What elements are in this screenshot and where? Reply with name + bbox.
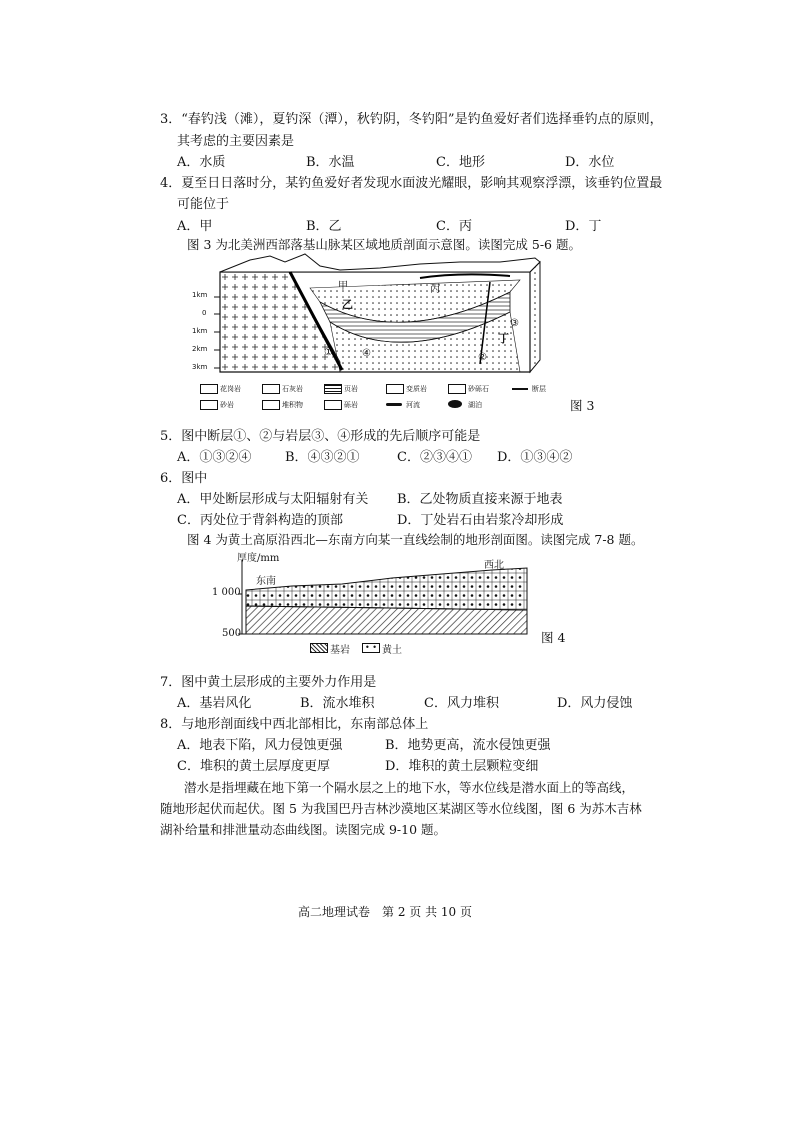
legend-gravel: 砂砾石 [468,385,489,393]
q3-option-c: C．地形 [436,155,485,170]
q6-option-d: D．丁处岩石由岩浆冷却形成 [397,513,564,528]
q6-option-c: C．丙处位于背斜构造的顶部 [177,513,343,528]
figure3-marker-2: ② [478,352,487,363]
q4-stem-line2: 可能位于 [177,197,230,212]
legend-lake-swatch [448,400,462,408]
legend-granite: 花岗岩 [220,385,241,393]
q3-option-b: B．水温 [306,155,355,170]
page-footer: 高二地理试卷 第 2 页 共 10 页 [298,905,472,919]
figure3-marker-1: ① [324,347,333,358]
legend-fault-swatch [512,388,528,390]
q7-option-d: D．风力侵蚀 [557,696,633,711]
legend-conglomerate: 砾岩 [344,401,358,409]
q4-option-a: A．甲 [177,219,213,234]
figure3-tick-2km: 2km [192,345,208,353]
legend-sandstone-swatch [200,400,218,410]
figure3-label-yi: 乙 [342,298,353,311]
q5-option-c: C．②③④① [397,450,472,465]
figure3-legend [200,384,620,414]
figure3-marker-3: ③ [510,318,519,329]
legend-river-swatch [386,403,402,406]
figure4 [212,546,572,658]
legend-gravel-swatch [448,384,466,394]
figure4-intro: 图 4 为黄土高原沿西北—东南方向某一直线绘制的地形剖面图。读图完成 7-8 题。 [187,532,644,547]
q6-stem: 6．图中 [160,471,208,486]
q7-option-b: B．流水堆积 [300,696,375,711]
legend-limestone-swatch [262,384,280,394]
q8-option-d: D．堆积的黄土层颗粒变细 [385,759,539,774]
legend-fault: 断层 [532,385,546,393]
q8-option-b: B．地势更高，流水侵蚀更强 [385,738,551,753]
legend-metamorphic-swatch [386,384,404,394]
q6-option-a: A．甲处断层形成与太阳辐射有关 [177,492,369,507]
q4-option-d: D．丁 [565,219,602,234]
q6-option-b: B．乙处物质直接来源于地表 [397,492,563,507]
legend-lake: 湖泊 [468,401,482,409]
figure4-tick-500: 500 [222,628,242,639]
legend-deposit: 堆积物 [282,401,303,409]
legend-river: 河流 [406,401,420,409]
legend-granite-swatch [200,384,218,394]
figure3-label-bing: 丙 [430,284,440,295]
figure3-marker-4: ④ [362,348,371,359]
intro-9-10-line1: 潜水是指埋藏在地下第一个隔水层之上的地下水，等水位线是潜水面上的等高线， [184,780,635,795]
figure3-label: 图 3 [570,398,595,413]
q3-option-a: A．水质 [177,155,226,170]
figure4-tick-1000: 1 000 [212,587,241,598]
figure4-y-axis-title: 厚度/mm [237,553,280,564]
q4-option-c: C．丙 [436,219,472,234]
legend-limestone: 石灰岩 [282,385,303,393]
figure3-tick-1km-below: 1km [192,327,208,335]
intro-9-10-line3: 湖补给量和排泄量动态曲线图。读图完成 9-10 题。 [160,822,447,837]
q5-stem: 5．图中断层①、②与岩层③、④形成的先后顺序可能是 [160,429,481,444]
q8-stem: 8．与地形剖面线中西北部相比，东南部总体上 [160,717,429,732]
q3-stem-line1: 3．“春钓浅（滩），夏钓深（潭），秋钓阴，冬钓阳”是钓鱼爱好者们选择垂钓点的原则， [160,112,663,127]
q5-option-d: D．①③④② [497,450,573,465]
figure4-label: 图 4 [541,630,566,645]
legend-shale: 页岩 [344,385,358,393]
figure3-tick-0: 0 [202,309,207,317]
q7-option-a: A．基岩风化 [177,696,252,711]
q4-stem-line1: 4．夏至日日落时分，某钓鱼爱好者发现水面波光耀眼，影响其观察浮漂，该垂钓位置最 [160,176,663,191]
figure3-label-jia: 甲 [338,281,348,292]
intro-9-10-line2: 随地形起伏而起伏。图 5 为我国巴丹吉林沙漠地区某湖区等水位线图，图 6 为苏木吉林 [160,801,642,816]
q8-option-c: C．堆积的黄土层厚度更厚 [177,759,330,774]
q3-stem-line2: 其考虑的主要因素是 [177,134,295,149]
q3-option-d: D．水位 [565,155,615,170]
legend-conglomerate-swatch [324,400,342,410]
q4-option-b: B．乙 [306,219,342,234]
figure4-legend-loess: 黄土 [382,645,402,656]
figure4-label-northwest: 西北 [484,560,504,571]
legend-metamorphic: 变质岩 [406,385,427,393]
legend-deposit-swatch [262,400,280,410]
figure4-legend-bedrock: 基岩 [330,645,350,656]
legend-sandstone: 砂岩 [220,401,234,409]
q5-option-b: B．④③②① [285,450,360,465]
figure3-label-ding: 丁 [498,332,509,345]
q7-stem: 7．图中黄土层形成的主要外力作用是 [160,675,377,690]
q8-option-a: A．地表下陷，风力侵蚀更强 [177,738,343,753]
figure3-intro: 图 3 为北美洲西部落基山脉某区域地质剖面示意图。读图完成 5-6 题。 [187,237,581,252]
figure4-legend-loess-swatch: • • [362,643,380,653]
q7-option-c: C．风力堆积 [424,696,499,711]
figure4-label-southeast: 东南 [256,576,276,587]
figure3 [190,252,630,414]
figure3-tick-3km: 3km [192,363,208,371]
q5-option-a: A．①③②④ [177,450,252,465]
figure4-legend-bedrock-swatch [310,643,328,653]
figure3-tick-1km-above: 1km [192,291,208,299]
legend-shale-swatch [324,384,342,394]
